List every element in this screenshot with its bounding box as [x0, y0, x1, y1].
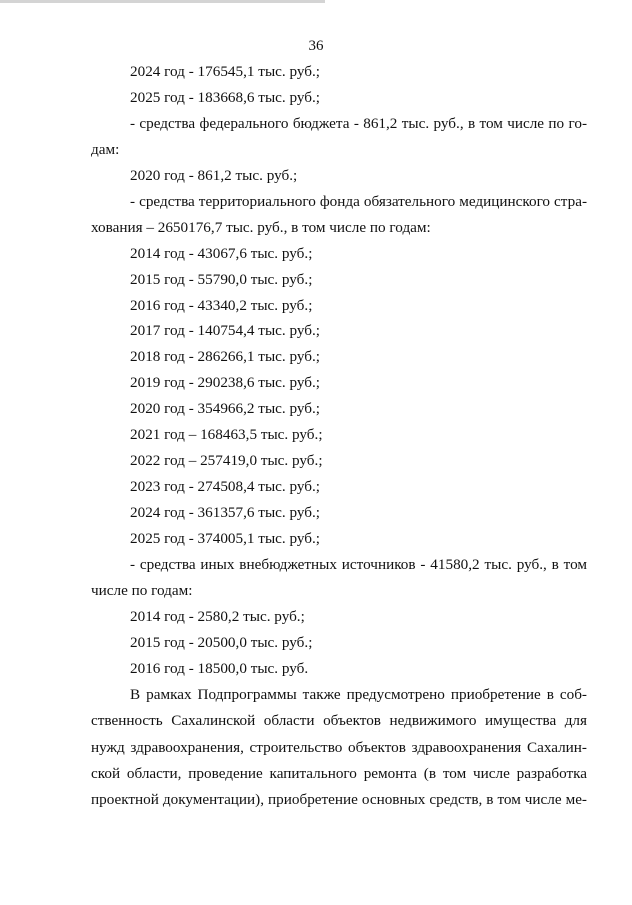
text-line: - средства территориального фонда обязательного медицинского стра-: [130, 193, 587, 210]
text-line: 2024 год - 361357,6 тыс. руб.;: [130, 504, 321, 521]
text-line: хования – 2650176,7 тыс. руб., в том числе по годам:: [91, 219, 431, 236]
text-line: 2014 год - 43067,6 тыс. руб.;: [130, 245, 313, 262]
text-line: дам:: [91, 141, 120, 158]
text-line: ской области, проведение капитального ремонта (в том числе разработка: [91, 765, 587, 782]
text-line: 2017 год - 140754,4 тыс. руб.;: [130, 322, 321, 339]
text-line: 2025 год - 183668,6 тыс. руб.;: [130, 89, 321, 106]
text-line: 2020 год - 354966,2 тыс. руб.;: [130, 400, 321, 417]
scan-edge-line: [0, 0, 325, 3]
text-line: 2015 год - 55790,0 тыс. руб.;: [130, 271, 313, 288]
text-line: - средства федерального бюджета - 861,2 тыс. руб., в том числе по го-: [130, 115, 587, 132]
text-line: 2025 год - 374005,1 тыс. руб.;: [130, 530, 321, 547]
text-line: 2020 год - 861,2 тыс. руб.;: [130, 167, 298, 184]
text-line: 2022 год – 257419,0 тыс. руб.;: [130, 452, 323, 469]
text-line: 2014 год - 2580,2 тыс. руб.;: [130, 608, 305, 625]
text-line: 2024 год - 176545,1 тыс. руб.;: [130, 63, 321, 80]
text-line: В рамках Подпрограммы также предусмотрено приобретение в соб-: [130, 686, 587, 703]
text-line: проектной документации), приобретение основных средств, в том числе ме-: [91, 791, 587, 808]
text-line: 2015 год - 20500,0 тыс. руб.;: [130, 634, 313, 651]
text-line: нужд здравоохранения, строительство объектов здравоохранения Сахалин-: [91, 739, 587, 756]
text-line: 2021 год – 168463,5 тыс. руб.;: [130, 426, 323, 443]
text-line: 2023 год - 274508,4 тыс. руб.;: [130, 478, 321, 495]
text-line: числе по годам:: [91, 582, 193, 599]
text-line: 2016 год - 18500,0 тыс. руб.: [130, 660, 309, 677]
text-line: 2019 год - 290238,6 тыс. руб.;: [130, 374, 321, 391]
text-line: 2016 год - 43340,2 тыс. руб.;: [130, 297, 313, 314]
text-line: ственность Сахалинской области объектов недвижимого имущества для: [91, 712, 587, 729]
page-number: 36: [308, 38, 324, 54]
text-line: 2018 год - 286266,1 тыс. руб.;: [130, 348, 321, 365]
text-line: - средства иных внебюджетных источников - 41580,2 тыс. руб., в том: [130, 556, 587, 573]
